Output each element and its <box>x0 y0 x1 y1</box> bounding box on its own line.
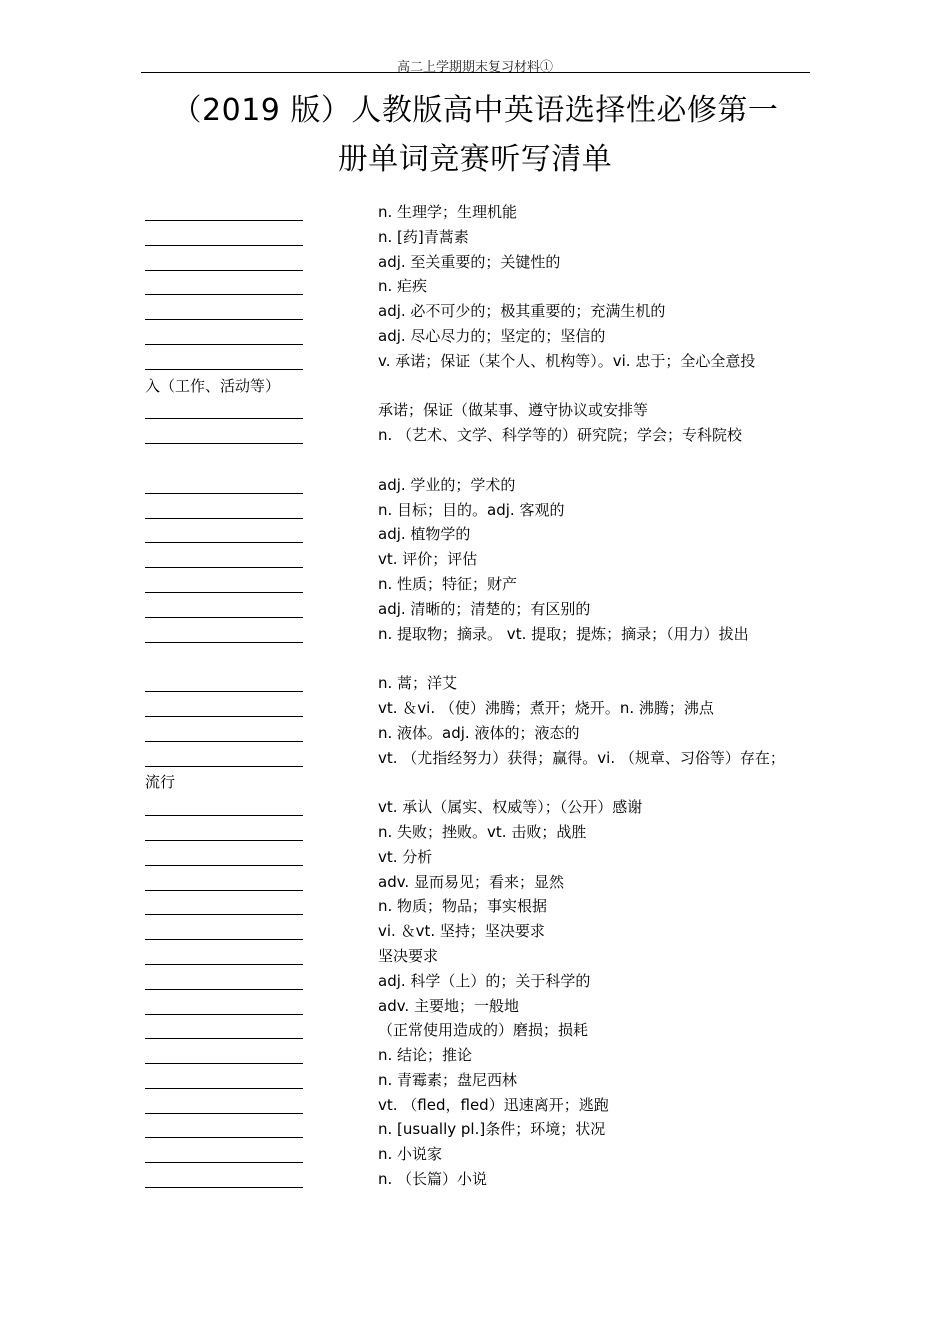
word-meaning: adj. 科学（上）的；关于科学的 <box>378 971 591 990</box>
blank-spacer-row <box>0 448 950 473</box>
answer-blank-line <box>145 964 303 965</box>
vocab-list <box>0 200 950 1192</box>
answer-blank-line <box>145 989 303 990</box>
word-meaning: n. 提取物；摘录。 vt. 提取；提炼；摘录；（用力）拔出 <box>378 624 749 643</box>
word-meaning: adj. 清晰的；清楚的；有区别的 <box>378 599 591 618</box>
word-meaning: n. 生理学；生理机能 <box>378 203 518 221</box>
answer-blank-line <box>145 369 303 370</box>
answer-blank-line <box>145 443 303 444</box>
answer-blank-line <box>145 1038 303 1039</box>
vocab-entry <box>0 522 950 547</box>
vocab-entry <box>0 820 950 845</box>
running-header: 高二上学期期末复习材料① <box>396 60 553 75</box>
answer-blank-line <box>145 1014 303 1015</box>
vocab-entry <box>0 299 950 324</box>
vocab-entry <box>0 225 950 250</box>
answer-blank-line <box>145 1187 303 1188</box>
vocab-entry <box>0 944 950 969</box>
vocab-entry <box>0 473 950 498</box>
vocab-entry <box>0 696 950 721</box>
vocab-entry <box>0 1093 950 1118</box>
word-meaning: vt. 分析 <box>378 847 433 866</box>
word-meaning: adj. 学业的；学术的 <box>378 475 516 494</box>
vocab-entry <box>0 671 950 696</box>
vocab-entry <box>0 919 950 944</box>
vocab-entry <box>0 1142 950 1167</box>
answer-blank-line <box>145 840 303 841</box>
answer-blank-line <box>145 914 303 915</box>
vocab-entry <box>0 547 950 572</box>
answer-blank-line <box>145 1088 303 1089</box>
word-meaning: n. 目标；目的。adj. 客观的 <box>378 500 565 519</box>
answer-blank-line <box>145 617 303 618</box>
vocab-entry <box>0 894 950 919</box>
answer-blank-line <box>145 344 303 345</box>
word-meaning: n. 小说家 <box>378 1145 443 1164</box>
answer-blank-line <box>145 716 303 717</box>
vocab-entry <box>0 572 950 597</box>
word-meaning: n. 青霉素；盘尼西林 <box>378 1070 518 1089</box>
answer-blank-line <box>145 319 303 320</box>
answer-blank-line <box>145 270 303 271</box>
word-meaning: vt. 评价；评估 <box>378 550 478 569</box>
answer-blank-line <box>145 815 303 816</box>
vocab-entry <box>0 1043 950 1068</box>
word-meaning: v. 承诺；保证（某个人、机构等）。vi. 忠于；全心全意投 <box>378 351 756 370</box>
vocab-entry <box>0 423 950 448</box>
vocab-entry <box>0 349 950 374</box>
answer-blank-line <box>145 939 303 940</box>
word-meaning: n. 蒿；洋艾 <box>378 674 458 693</box>
word-meaning: n. 性质；特征；财产 <box>378 574 518 593</box>
vocab-entry <box>0 1018 950 1043</box>
word-meaning: n. 液体。adj. 液体的；液态的 <box>378 723 580 742</box>
vocab-entry <box>0 274 950 299</box>
vocab-entry <box>0 250 950 275</box>
word-meaning: n. [药]青蒿素 <box>378 227 469 246</box>
answer-blank-line <box>145 592 303 593</box>
word-meaning: adj. 必不可少的；极其重要的；充满生机的 <box>378 302 666 321</box>
answer-blank-line <box>145 493 303 494</box>
answer-blank-line <box>145 1137 303 1138</box>
vocab-entry <box>0 746 950 771</box>
answer-blank-line <box>145 518 303 519</box>
answer-blank-line <box>145 220 303 221</box>
vocab-entry <box>0 597 950 622</box>
word-meaning: adj. 至关重要的；关键性的 <box>378 252 561 271</box>
vocab-entry <box>0 795 950 820</box>
word-meaning: n. 疟疾 <box>378 277 428 296</box>
word-meaning: adv. 显而易见；看来；显然 <box>378 872 564 891</box>
continuation-text: 流行 <box>145 773 176 792</box>
word-meaning: n. 物质；物品；事实根据 <box>378 897 548 916</box>
answer-blank-line <box>145 766 303 767</box>
word-meaning: n. [usually pl.]条件；环境；状况 <box>378 1120 606 1139</box>
title-line-2: 册单词竞赛听写清单 <box>337 142 613 177</box>
answer-blank-line <box>145 642 303 643</box>
word-meaning: （正常使用造成的）磨损；损耗 <box>378 1021 589 1040</box>
vocab-entry <box>0 721 950 746</box>
continuation-text: 入（工作、活动等） <box>145 376 281 395</box>
vocab-entry <box>0 969 950 994</box>
answer-blank-line <box>145 741 303 742</box>
word-meaning: vt. （尤指经努力）获得；赢得。vi. （规章、习俗等）存在； <box>378 748 785 767</box>
answer-blank-line <box>145 294 303 295</box>
vocab-entry <box>0 1068 950 1093</box>
vocab-entry <box>0 845 950 870</box>
vocab-entry <box>0 498 950 523</box>
answer-blank-line <box>145 1162 303 1163</box>
word-meaning: n. 结论；推论 <box>378 1046 473 1065</box>
word-meaning: vt. （fled，fled）迅速离开；逃跑 <box>378 1095 609 1114</box>
answer-blank-line <box>145 418 303 419</box>
meaning-continuation <box>0 374 950 399</box>
answer-blank-line <box>145 542 303 543</box>
meaning-continuation <box>0 770 950 795</box>
word-meaning: 承诺；保证（做某事、遵守协议或安排等 <box>378 401 649 420</box>
blank-spacer-row <box>0 646 950 671</box>
word-meaning: n. （艺术、文学、科学等的）研究院；学会；专科院校 <box>378 426 743 445</box>
title-line-1: （2019 版）人教版高中英语选择性必修第一 <box>171 93 779 128</box>
vocab-entry <box>0 398 950 423</box>
answer-blank-line <box>145 567 303 568</box>
word-meaning: n. 失败；挫败。vt. 击败；战胜 <box>378 822 587 841</box>
word-meaning: vt. 承认（属实、权威等）；（公开）感谢 <box>378 798 643 817</box>
answer-blank-line <box>145 691 303 692</box>
word-meaning: n. （长篇）小说 <box>378 1170 488 1189</box>
answer-blank-line <box>145 865 303 866</box>
vocab-entry <box>0 1167 950 1192</box>
answer-blank-line <box>145 1113 303 1114</box>
header-rule <box>141 72 810 73</box>
word-meaning: vt. ＆vi. （使）沸腾；煮开；烧开。n. 沸腾；沸点 <box>378 698 714 717</box>
vocab-entry <box>0 622 950 647</box>
vocab-entry <box>0 324 950 349</box>
answer-blank-line <box>145 890 303 891</box>
word-meaning: adj. 尽心尽力的；坚定的；坚信的 <box>378 326 606 345</box>
document-title <box>100 86 850 184</box>
answer-blank-line <box>145 1063 303 1064</box>
vocab-entry <box>0 1117 950 1142</box>
word-meaning: 坚决要求 <box>378 946 439 965</box>
vocab-entry <box>0 200 950 225</box>
word-meaning: adv. 主要地；一般地 <box>378 996 519 1015</box>
word-meaning: adj. 植物学的 <box>378 525 471 544</box>
word-meaning: vi. ＆vt. 坚持；坚决要求 <box>378 922 545 941</box>
answer-blank-line <box>145 245 303 246</box>
vocab-entry <box>0 994 950 1019</box>
vocab-entry <box>0 870 950 895</box>
